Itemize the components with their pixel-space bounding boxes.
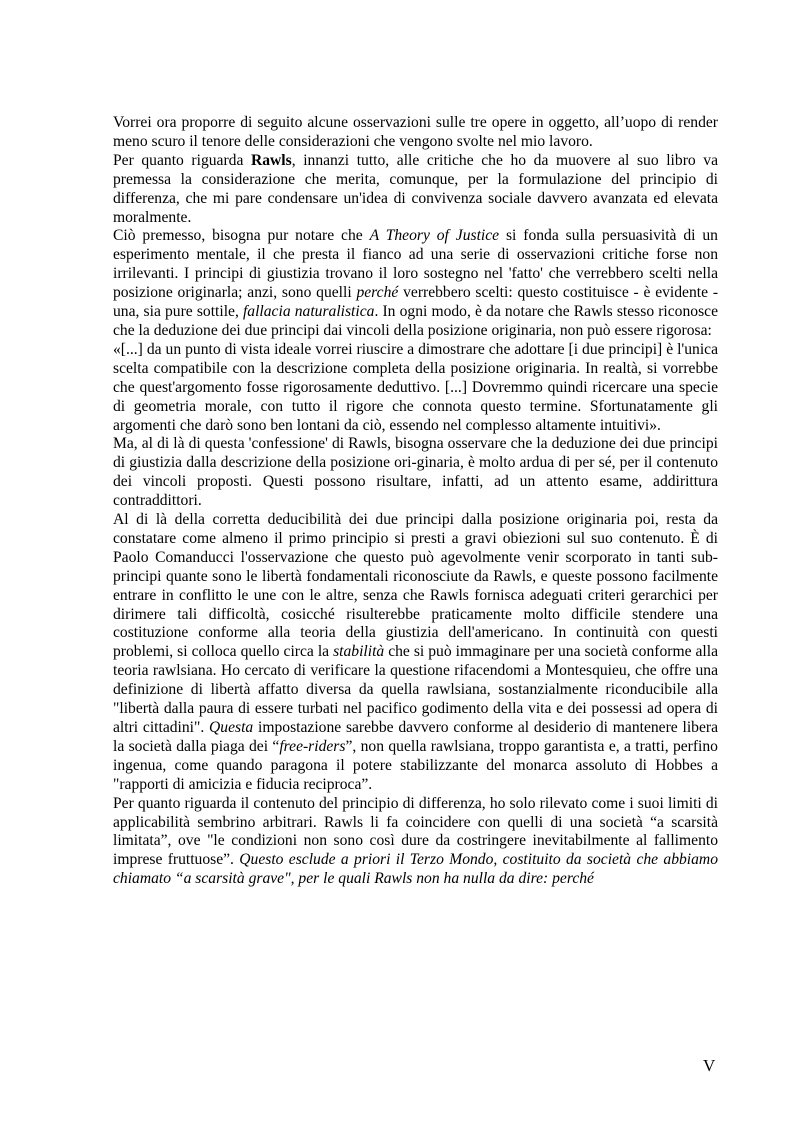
paragraph — [113, 152, 718, 228]
text-run-italic: stabilità — [333, 643, 385, 661]
text-run: ”, non quella rawlsiana, troppo garantista e, a tratti, perfino ingenua, come quando paragona il potere stabilizzante del monarca assoluto di Hobbes a "rapporti di amicizia e fiducia reciproca”. — [113, 737, 718, 793]
paragraph — [113, 511, 718, 795]
text-run: Ma, al di là di questa 'confessione' di Rawls, bisogna osservare che la deduzione dei due principi di giustizia dalla descrizione della posizione ori-ginaria, è molto ardua di per sé, per il contenuto dei vincoli proposti. Questi possono risultare, infatti, ad un attento esame, addirittura contraddittori. — [113, 435, 718, 510]
text-run: Al di là della corretta deducibilità dei due principi dalla posizione originaria poi, resta da constatare come almeno il primo principio si presti a gravi obiezioni sul suo contenuto. È di Paolo Comanducci l'osservazione che questo può agevolmente venir scorporato in tanti sub-principi quante sono le libertà fondamentali riconosciute da Rawls, e queste possono facilmente entrare in conflitto le une con le altre, senza che Rawls fornisca adeguati criteri gerarchici per dirimere tali difficoltà, cosicché risulterebbe praticamente molto difficile stendere una costituzione conforme alla teoria della giustizia dell'americano. In continuità con questi problemi, si colloca quello circa la — [113, 511, 718, 661]
text-run: , innanzi tutto, alle critiche che ho da muovere al suo libro va premessa la considerazione che merita, comunque, per la formulazione del principio di differenza, che mi pare condensare un'idea di convivenza sociale davvero avanzata ed elevata moralmente. — [113, 151, 718, 226]
paragraph — [113, 435, 718, 511]
text-run: verrebbero scelti: questo costituisce - è evidente - una, sia pure sottile, — [113, 284, 719, 321]
paragraph — [113, 114, 718, 152]
paragraph — [113, 795, 718, 890]
text-run-bold: Rawls — [250, 151, 292, 169]
text-run: «[...] da un punto di vista ideale vorrei riuscire a dimostrare che adottare [i due principi] è l'unica scelta compatibile con la descrizione completa della posizione originaria. In realtà, si vorrebbe che quest'argomento fosse rigorosamente deduttivo. [...] Dovremmo quindi ricercare una specie di geometria morale, con tutto il rigore che connota questo termine. Sfortunatamente gli argomenti che darò sono ben lontani da ciò, essendo nel complesso altamente intuitivi». — [113, 340, 718, 434]
text-run: si fonda sulla persuasività di un esperimento mentale, il che presta il fianco ad una serie di osservazioni critiche forse non irrilevanti. I principi di giustizia trovano il loro sostegno nel 'fatto' che verrebbero scelti nella posizione originarla; anzi, sono quelli — [113, 227, 718, 302]
text-run: che si può immaginare per una società conforme alla teoria rawlsiana. Ho cercato di verificare la questione rifacendomi a Montesquieu, che offre una definizione di libertà affatto diversa da quella rawlsiana, sostanzialmente riconducibile alla "libertà dalla paura di essere turbati nel pacifico godimento della vita e dei possessi ad opera di altri cittadini". — [113, 643, 719, 736]
page-number: V — [703, 1056, 716, 1075]
paragraph — [113, 227, 718, 340]
document-body — [113, 114, 718, 889]
text-run-italic: Questo esclude a priori il Terzo Mondo, costituito da società che abbiamo chiamato “a scarsità grave", per le quali Rawls non ha nulla da dire: perché — [113, 851, 718, 888]
text-run-italic: fallacia naturalistica — [242, 303, 375, 321]
text-run-italic: free-riders — [279, 737, 346, 755]
text-run: . In ogni modo, è da notare che Rawls stesso riconosce che la deduzione dei due principi dai vincoli della posizione originaria, non può essere rigorosa: — [113, 303, 718, 339]
text-run: Vorrei ora proporre di seguito alcune osservazioni sulle tre opere in oggetto, all’uopo di render meno scuro il tenore delle considerazioni che vengono svolte nel mio lavoro. — [113, 114, 718, 150]
text-run-italic: perché — [356, 284, 399, 302]
text-run: Ciò premesso, bisogna pur notare che — [113, 227, 370, 245]
paragraph — [113, 341, 718, 436]
text-run: Per quanto riguarda — [113, 151, 251, 169]
text-run-italic: A Theory of Justice — [369, 227, 500, 245]
text-run: Per quanto riguarda il contenuto del principio di differenza, ho solo rilevato come i suoi limiti di applicabilità sembrino arbitrari. Rawls li fa coincidere con quelli di una società “a scarsità limitata”, ove "le condizioni non sono così dure da costringere inevitabilmente al fallimento imprese fruttuose”. — [113, 794, 718, 869]
text-run: impostazione sarebbe davvero conforme al desiderio di mantenere libera la società dalla piaga dei “ — [113, 719, 718, 755]
text-run-italic: Questa — [209, 719, 254, 736]
